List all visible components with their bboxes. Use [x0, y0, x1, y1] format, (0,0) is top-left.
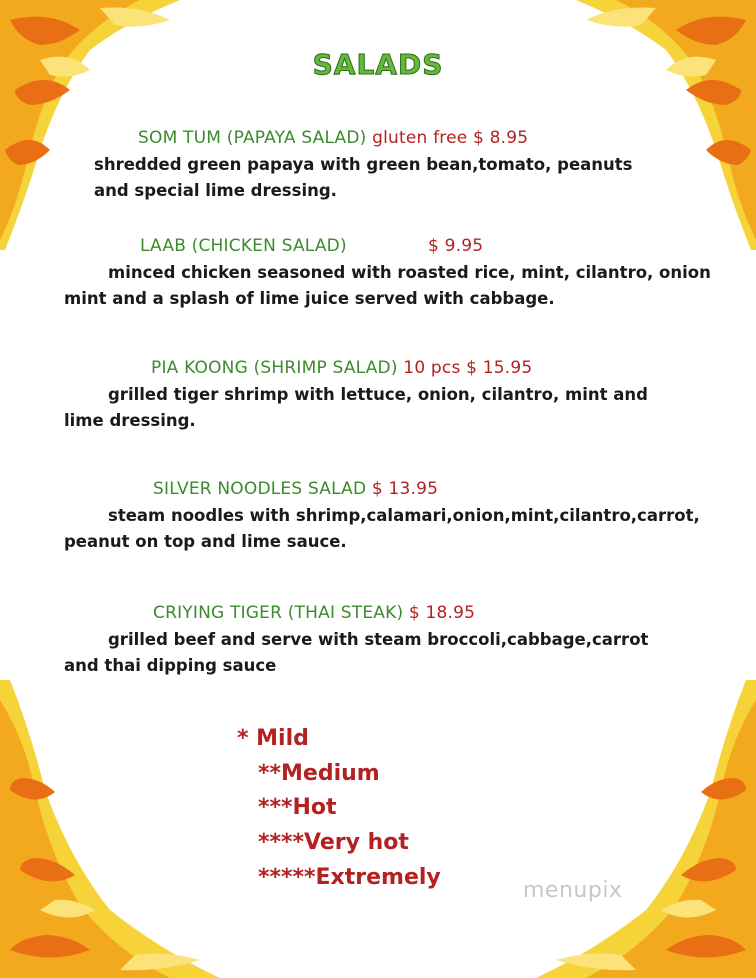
corner-ornament-top-right — [556, 0, 756, 260]
spice-level-hot: ***Hot — [258, 795, 337, 820]
item-description: steam noodles with shrimp,calamari,onion,mint,cilantro,carrot, — [108, 506, 700, 525]
watermark-logo: menupix — [523, 878, 623, 903]
item-price: $ 18.95 — [408, 603, 476, 623]
item-price: $ 13.95 — [371, 479, 439, 499]
menu-item-heading — [153, 479, 438, 499]
item-description: grilled beef and serve with steam broccoli,cabbage,carrot — [108, 630, 649, 649]
item-name: LAAB (CHICKEN SALAD) — [140, 236, 347, 256]
item-name: SILVER NOODLES SALAD — [153, 479, 367, 499]
item-price-container — [428, 236, 483, 256]
item-tag: gluten free — [372, 128, 468, 148]
spice-level-mild: * Mild — [237, 726, 309, 751]
item-name: CRIYING TIGER (THAI STEAK) — [153, 603, 404, 623]
item-description: shredded green papaya with green bean,tomato, peanuts — [94, 155, 633, 174]
item-description: lime dressing. — [64, 411, 196, 430]
menu-item-heading — [140, 236, 347, 256]
item-price: $ 8.95 — [473, 128, 529, 148]
item-description: and thai dipping sauce — [64, 656, 277, 675]
item-description: minced chicken seasoned with roasted rice, mint, cilantro, onion — [108, 263, 711, 282]
item-name: PIA KOONG (SHRIMP SALAD) — [151, 358, 398, 378]
item-description: and special lime dressing. — [94, 181, 337, 200]
item-description: mint and a splash of lime juice served with cabbage. — [64, 289, 555, 308]
spice-level-medium: **Medium — [258, 761, 380, 786]
spice-level-extremely: *****Extremely — [258, 865, 441, 890]
menu-item-heading — [153, 603, 475, 623]
item-description: peanut on top and lime sauce. — [64, 532, 347, 551]
menu-item-heading — [138, 128, 528, 148]
item-description: grilled tiger shrimp with lettuce, onion, cilantro, mint and — [108, 385, 648, 404]
item-name: SOM TUM (PAPAYA SALAD) — [138, 128, 367, 148]
item-tag: 10 pcs — [403, 358, 461, 378]
corner-ornament-bottom-left — [0, 680, 230, 978]
spice-level-very-hot: ****Very hot — [258, 830, 409, 855]
item-price: $ 15.95 — [466, 358, 533, 378]
page-title: SALADS — [312, 48, 444, 81]
corner-ornament-bottom-right — [526, 680, 756, 978]
menu-item-heading — [151, 358, 532, 378]
item-price: $ 9.95 — [428, 236, 484, 256]
